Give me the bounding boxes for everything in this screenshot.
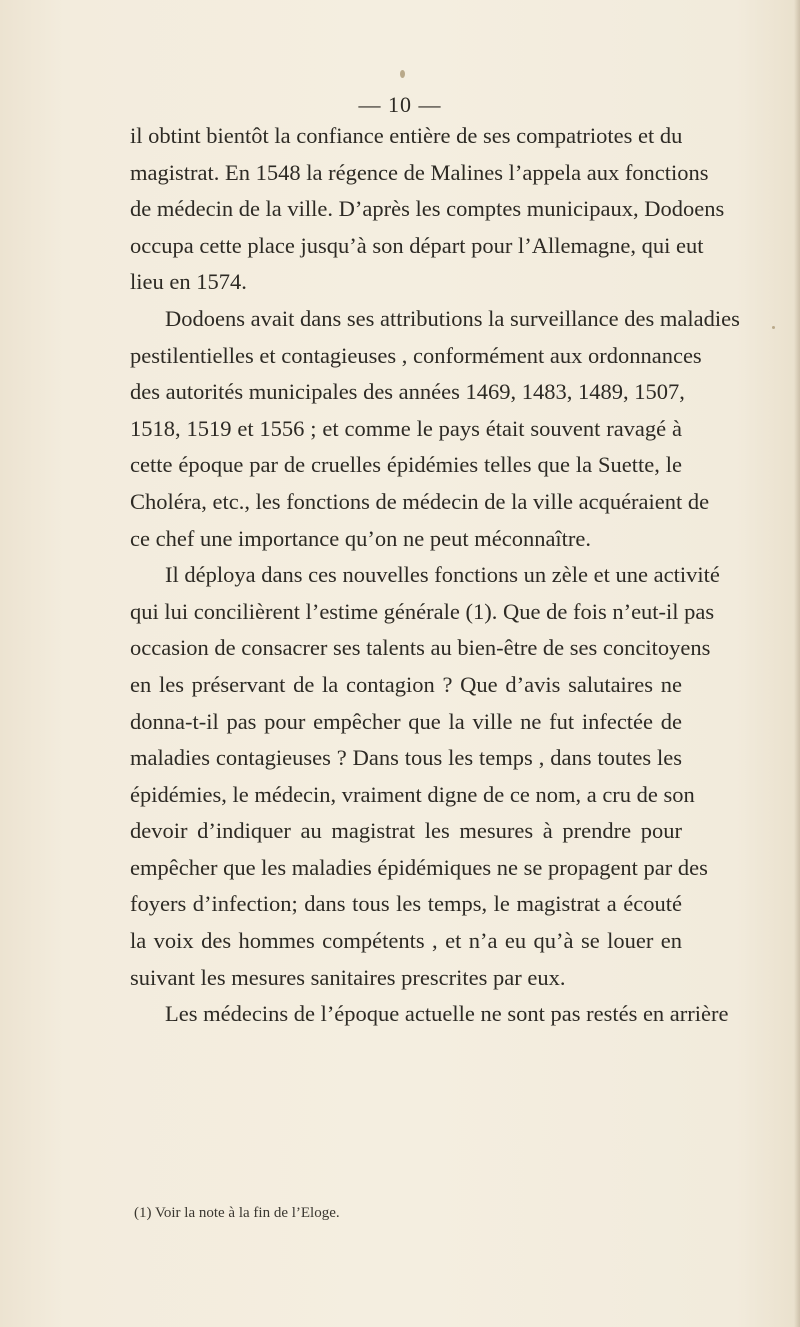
- text-line: des autorités municipales des années 1469, 1483, 1489, 1507,: [130, 379, 685, 405]
- text-line: suivant les mesures sanitaires prescrites par eux.: [130, 964, 566, 990]
- text-line: ce chef une importance qu’on ne peut méconnaître.: [130, 525, 592, 551]
- page-number: — 10 —: [358, 92, 442, 117]
- text-line: devoir d’indiquer au magistrat les mesures à prendre pour: [130, 818, 682, 844]
- text-line: empêcher que les maladies épidémiques ne se propagent par des: [130, 854, 708, 880]
- paragraph-1: [130, 118, 725, 301]
- text-line: Choléra, etc., les fonctions de médecin de la ville acquéraient de: [130, 488, 710, 514]
- text-line: foyers d’infection; dans tous les temps, le magistrat a écouté: [130, 891, 682, 917]
- paragraph-4: [130, 996, 729, 1033]
- paragraph-3: [130, 557, 720, 996]
- text-line: lieu en 1574.: [130, 269, 247, 295]
- text-line: 1518, 1519 et 1556 ; et comme le pays était souvent ravagé à: [130, 415, 682, 441]
- text-line: Il déploya dans ces nouvelles fonctions un zèle et une activité: [165, 562, 720, 588]
- text-line: donna-t-il pas pour empêcher que la ville ne fut infectée de: [130, 708, 682, 734]
- text-line: de médecin de la ville. D’après les comptes municipaux, Dodoens: [130, 196, 725, 222]
- paper-speck: [400, 70, 405, 78]
- text-line: en les préservant de la contagion ? Que d’avis salutaires ne: [130, 671, 682, 697]
- text-line: pestilentielles et contagieuses , conformément aux ordonnances: [130, 342, 702, 368]
- text-line: occupa cette place jusqu’à son départ pour l’Allemagne, qui eut: [130, 232, 704, 258]
- text-line: Les médecins de l’époque actuelle ne sont pas restés en arrière: [165, 1001, 729, 1027]
- text-line: qui lui concilièrent l’estime générale (1). Que de fois n’eut-il pas: [130, 598, 715, 624]
- paper-speck: [772, 326, 775, 329]
- text-line: Dodoens avait dans ses attributions la surveillance des maladies: [165, 305, 740, 331]
- text-line: occasion de consacrer ses talents au bien-être de ses concitoyens: [130, 635, 711, 661]
- footnote: (1) Voir la note à la fin de l’Eloge.: [134, 1205, 340, 1221]
- text-line: maladies contagieuses ? Dans tous les temps , dans toutes les: [130, 745, 682, 771]
- text-line: magistrat. En 1548 la régence de Malines l’appela aux fonctions: [130, 159, 709, 185]
- text-line: il obtint bientôt la confiance entière de ses compatriotes et du: [130, 123, 683, 148]
- body-text: [130, 118, 740, 1033]
- text-line: épidémies, le médecin, vraiment digne de ce nom, a cru de son: [130, 781, 695, 807]
- text-line: la voix des hommes compétents , et n’a eu qu’à se louer en: [130, 928, 682, 954]
- paragraph-2: [130, 301, 740, 557]
- text-line: cette époque par de cruelles épidémies telles que la Suette, le: [130, 452, 682, 478]
- page-edge-shadow: [794, 0, 800, 1327]
